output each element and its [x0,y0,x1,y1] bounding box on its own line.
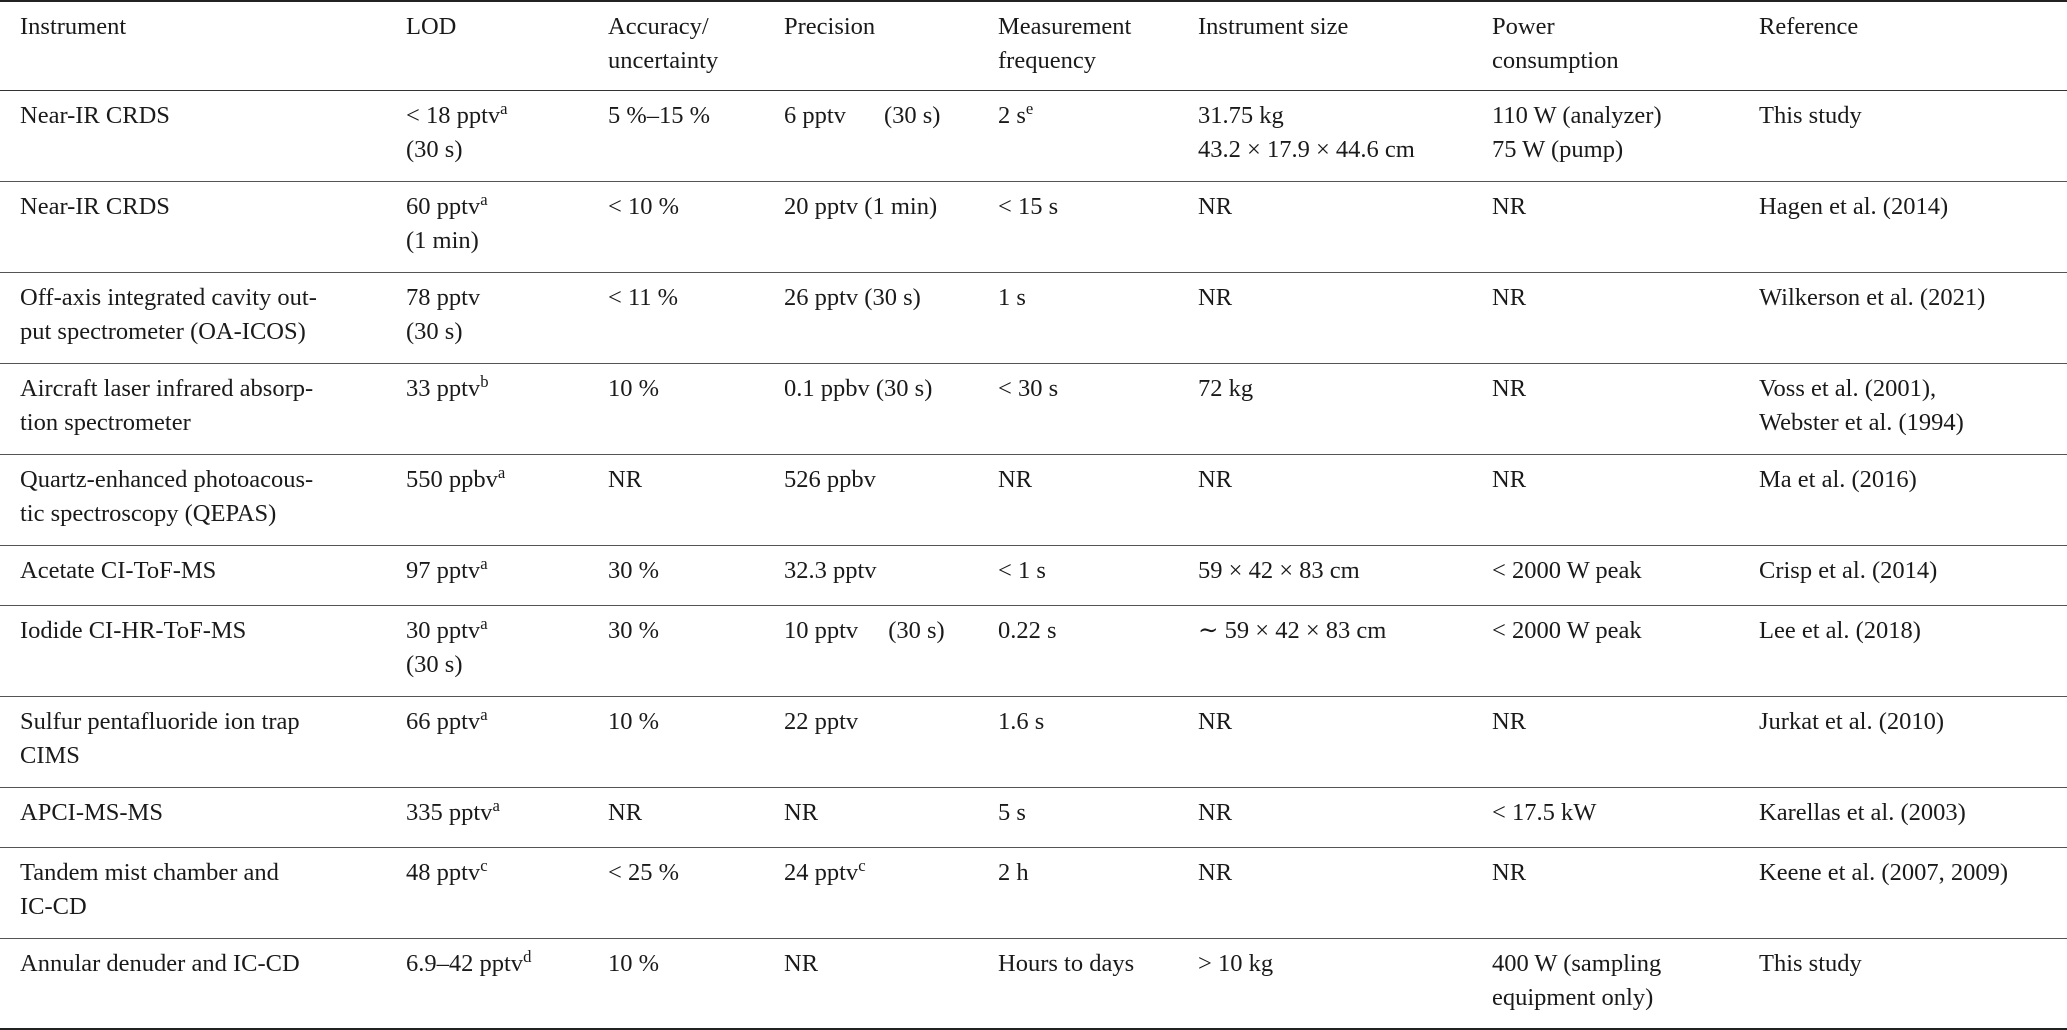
power-cell [1492,938,1759,1029]
power-value: NR [1492,465,1527,493]
precision-cell [784,90,998,181]
reference-text: This study [1759,101,1862,129]
footnote-marker: a [480,189,488,209]
instrument-name: Quartz-enhanced photoacous- [20,465,314,493]
instrument-cell [0,272,406,363]
lod-value: 30 pptv [406,616,481,644]
power-value: 75 W (pump) [1492,135,1624,163]
reference-text: This study [1759,949,1862,977]
power-value: < 2000 W peak [1492,556,1642,584]
reference-cell [1759,181,2067,272]
instrument-name: Off-axis integrated cavity out- [20,283,317,311]
footnote-marker: b [480,371,489,391]
lod-averaging: (30 s) [406,650,463,678]
accuracy-cell [608,847,784,938]
frequency-cell [998,847,1198,938]
frequency-cell [998,938,1198,1029]
lod-cell [406,847,608,938]
reference-cell [1759,90,2067,181]
size-cell [1198,181,1492,272]
size-value: ∼ 59 × 42 × 83 cm [1198,616,1387,644]
accuracy-value: < 11 % [608,283,679,311]
frequency-value: 1 s [998,283,1026,311]
power-value: < 17.5 kW [1492,798,1597,826]
power-cell [1492,696,1759,787]
footnote-marker: c [480,855,488,875]
precision-cell [784,605,998,696]
reference-text: Webster et al. (1994) [1759,408,1964,436]
instrument-cell [0,545,406,605]
footnote-marker: a [500,98,508,118]
footnote-marker: d [523,946,532,966]
accuracy-value: NR [608,798,643,826]
precision-cell [784,787,998,847]
reference-cell [1759,272,2067,363]
precision-cell [784,181,998,272]
frequency-value: 2 h [998,858,1029,886]
accuracy-value: 10 % [608,707,660,735]
power-value: NR [1492,192,1527,220]
frequency-value: 0.22 s [998,616,1057,644]
header-row [0,1,2067,90]
power-value: NR [1492,283,1527,311]
table-row [0,696,2067,787]
frequency-cell [998,605,1198,696]
power-value: 400 W (sampling [1492,949,1662,977]
instrument-cell [0,90,406,181]
power-cell [1492,90,1759,181]
reference-text: Crisp et al. (2014) [1759,556,1938,584]
header-reference: Reference [1759,1,2067,90]
frequency-cell [998,272,1198,363]
frequency-cell [998,363,1198,454]
lod-value: 550 ppbv [406,465,498,493]
footnote-marker: e [1025,98,1034,118]
lod-cell [406,605,608,696]
precision-cell [784,545,998,605]
header-size: Instrument size [1198,1,1492,90]
size-cell [1198,696,1492,787]
instrument-cell [0,696,406,787]
lod-value: 335 pptv [406,798,493,826]
power-value: NR [1492,374,1527,402]
precision-value: NR [784,798,819,826]
instrument-name: tic spectroscopy (QEPAS) [20,499,277,527]
lod-value: 78 pptv [406,283,481,311]
size-value: NR [1198,798,1233,826]
instrument-name: Near-IR CRDS [20,101,170,129]
instrument-cell [0,363,406,454]
footnote-marker: a [480,553,488,573]
accuracy-value: < 25 % [608,858,679,886]
accuracy-value: 30 % [608,556,660,584]
frequency-cell [998,787,1198,847]
frequency-value: < 1 s [998,556,1046,584]
lod-value: 66 pptv [406,707,481,735]
accuracy-value: 30 % [608,616,660,644]
lod-cell [406,545,608,605]
size-cell [1198,545,1492,605]
power-value: < 2000 W peak [1492,616,1642,644]
header-frequency: Measurement frequency [998,1,1198,90]
reference-text: Wilkerson et al. (2021) [1759,283,1986,311]
accuracy-cell [608,454,784,545]
frequency-value: Hours to days [998,949,1135,977]
lod-cell [406,272,608,363]
instrument-name: Acetate CI-ToF-MS [20,556,217,584]
frequency-value: 2 s [998,101,1026,129]
lod-cell [406,787,608,847]
power-cell [1492,787,1759,847]
size-value: 43.2 × 17.9 × 44.6 cm [1198,135,1415,163]
size-value: 59 × 42 × 83 cm [1198,556,1360,584]
footnote-marker: a [497,462,506,482]
precision-value: 526 ppbv [784,465,876,493]
table-row [0,605,2067,696]
instrument-cell [0,181,406,272]
lod-cell [406,696,608,787]
instrument-name: CIMS [20,741,80,769]
precision-cell [784,454,998,545]
size-cell [1198,454,1492,545]
table-row [0,90,2067,181]
instrument-name: APCI-MS-MS [20,798,163,826]
instrument-name: tion spectrometer [20,408,191,436]
precision-value: 22 pptv [784,707,859,735]
table-row [0,181,2067,272]
power-value: 110 W (analyzer) [1492,101,1662,129]
precision-cell [784,272,998,363]
size-cell [1198,938,1492,1029]
frequency-value: < 15 s [998,192,1059,220]
size-value: NR [1198,192,1233,220]
precision-averaging: (30 s) [888,616,945,644]
header-accuracy: Accuracy/ uncertainty [608,1,784,90]
instrument-name: IC-CD [20,892,87,920]
power-cell [1492,363,1759,454]
precision-cell [784,847,998,938]
precision-value: 6 pptv [784,101,846,129]
header-lod: LOD [406,1,608,90]
instrument-name: Tandem mist chamber and [20,858,279,886]
frequency-value: < 30 s [998,374,1059,402]
accuracy-cell [608,938,784,1029]
instrument-name: Iodide CI-HR-ToF-MS [20,616,247,644]
size-cell [1198,272,1492,363]
frequency-cell [998,696,1198,787]
lod-value: 33 pptv [406,374,481,402]
precision-cell [784,938,998,1029]
instrument-name: Annular denuder and IC-CD [20,949,300,977]
accuracy-cell [608,787,784,847]
frequency-cell [998,545,1198,605]
accuracy-value: 10 % [608,949,660,977]
lod-averaging: (30 s) [406,135,463,163]
size-cell [1198,363,1492,454]
instrument-name: Sulfur pentafluoride ion trap [20,707,300,735]
accuracy-cell [608,696,784,787]
power-value: equipment only) [1492,983,1654,1011]
size-value: NR [1198,465,1233,493]
instrument-name: Near-IR CRDS [20,192,170,220]
frequency-cell [998,181,1198,272]
precision-value: NR [784,949,819,977]
instrument-cell [0,454,406,545]
table-row [0,545,2067,605]
size-value: NR [1198,858,1233,886]
power-cell [1492,605,1759,696]
table-row [0,787,2067,847]
instrument-name: Aircraft laser infrared absorp- [20,374,314,402]
reference-text: Jurkat et al. (2010) [1759,707,1945,735]
size-value: NR [1198,707,1233,735]
size-value: 72 kg [1198,374,1254,402]
lod-cell [406,938,608,1029]
reference-text: Lee et al. (2018) [1759,616,1921,644]
accuracy-value: 10 % [608,374,660,402]
lod-cell [406,181,608,272]
footnote-marker: c [858,855,866,875]
size-cell [1198,90,1492,181]
accuracy-cell [608,90,784,181]
size-value: NR [1198,283,1233,311]
frequency-cell [998,454,1198,545]
frequency-value: 1.6 s [998,707,1045,735]
accuracy-value: < 10 % [608,192,679,220]
header-precision: Precision [784,1,998,90]
table-row [0,363,2067,454]
footnote-marker: a [480,704,488,724]
precision-value: 32.3 pptv [784,556,877,584]
table-body [0,90,2067,1029]
accuracy-cell [608,605,784,696]
reference-text: Ma et al. (2016) [1759,465,1917,493]
power-cell [1492,272,1759,363]
size-cell [1198,787,1492,847]
power-cell [1492,545,1759,605]
precision-value: 24 pptv [784,858,859,886]
footnote-marker: a [480,613,488,633]
lod-averaging: (30 s) [406,317,463,345]
instrument-cell [0,847,406,938]
precision-value: 0.1 ppbv (30 s) [784,374,933,402]
power-cell [1492,454,1759,545]
header-instrument: Instrument [0,1,406,90]
power-value: NR [1492,707,1527,735]
power-value: NR [1492,858,1527,886]
footnote-marker: a [492,795,500,815]
accuracy-cell [608,363,784,454]
precision-cell [784,696,998,787]
power-cell [1492,847,1759,938]
instrument-name: put spectrometer (OA-ICOS) [20,317,306,345]
lod-averaging: (1 min) [406,226,479,254]
size-cell [1198,605,1492,696]
precision-value: 26 pptv (30 s) [784,283,921,311]
size-cell [1198,847,1492,938]
precision-value: 10 pptv [784,616,859,644]
precision-averaging: (30 s) [883,101,941,129]
lod-value: < 18 pptv [406,101,501,129]
frequency-cell [998,90,1198,181]
reference-cell [1759,938,2067,1029]
reference-cell [1759,605,2067,696]
reference-cell [1759,363,2067,454]
lod-value: 60 pptv [406,192,481,220]
power-cell [1492,181,1759,272]
reference-cell [1759,454,2067,545]
lod-cell [406,363,608,454]
accuracy-cell [608,272,784,363]
table-row [0,454,2067,545]
frequency-value: 5 s [998,798,1026,826]
accuracy-value: NR [608,465,643,493]
reference-text: Keene et al. (2007, 2009) [1759,858,2008,886]
reference-text: Karellas et al. (2003) [1759,798,1966,826]
reference-cell [1759,787,2067,847]
size-value: > 10 kg [1198,949,1274,977]
reference-text: Hagen et al. (2014) [1759,192,1949,220]
reference-cell [1759,696,2067,787]
instrument-cell [0,938,406,1029]
table-row [0,938,2067,1029]
size-value: 31.75 kg [1198,101,1284,129]
lod-cell [406,454,608,545]
instrument-cell [0,605,406,696]
precision-cell [784,363,998,454]
lod-value: 48 pptv [406,858,481,886]
lod-cell [406,90,608,181]
lod-value: 6.9–42 pptv [406,949,524,977]
table-row [0,847,2067,938]
accuracy-value: 5 %–15 % [608,101,711,129]
accuracy-cell [608,181,784,272]
reference-cell [1759,545,2067,605]
frequency-value: NR [998,465,1033,493]
table-row [0,272,2067,363]
instrument-cell [0,787,406,847]
lod-value: 97 pptv [406,556,481,584]
header-power: Power consumption [1492,1,1759,90]
reference-text: Voss et al. (2001), [1759,374,1937,402]
accuracy-cell [608,545,784,605]
precision-value: 20 pptv (1 min) [784,192,938,220]
reference-cell [1759,847,2067,938]
